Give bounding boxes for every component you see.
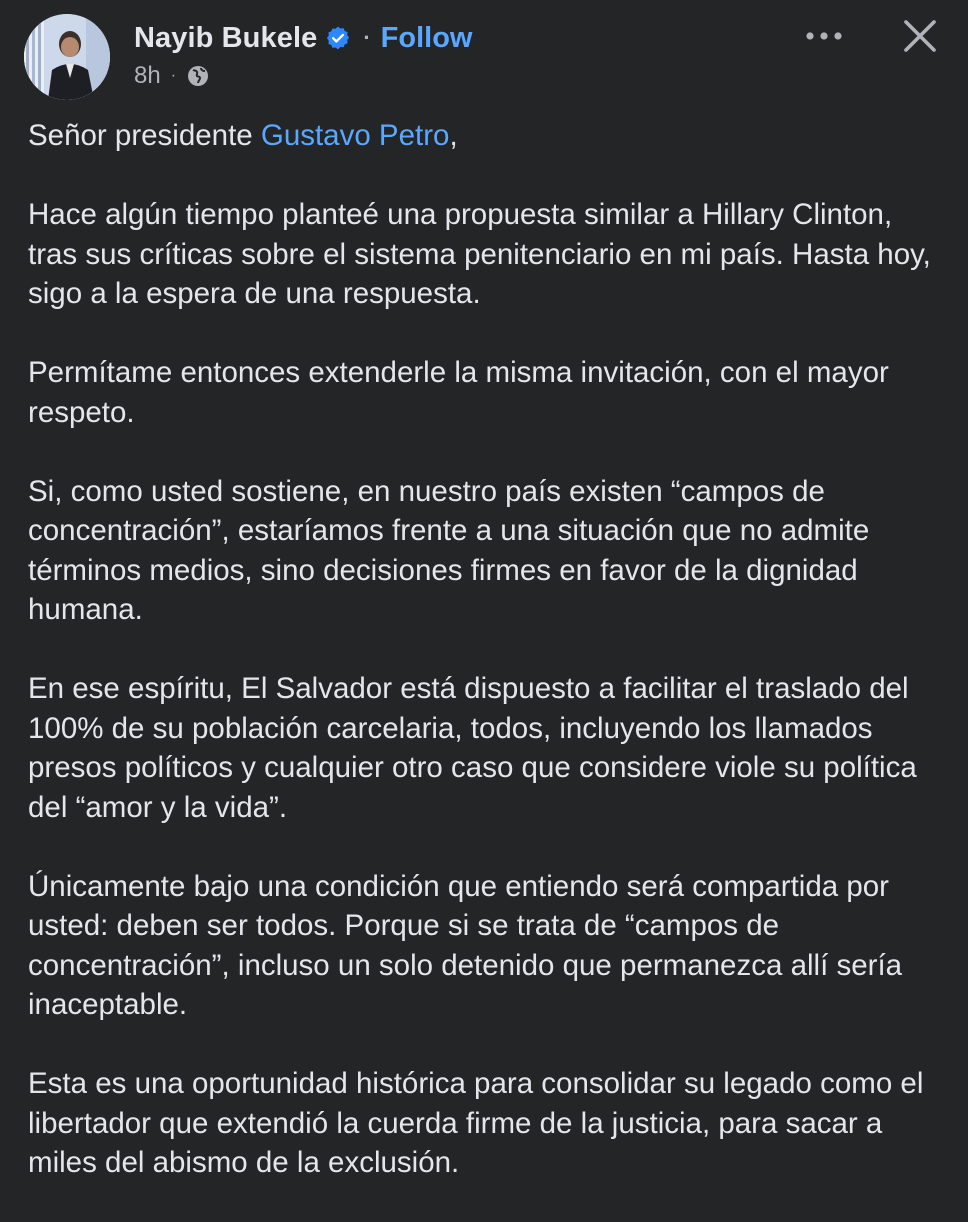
post-paragraph: En ese espíritu, El Salvador está dispuesto a facilitar el traslado del 100% de su población carcelaria, todos, incluyendo los llamados presos políticos y cualquier otro caso que considere viole su política del “amor y la vida”. [28,672,917,824]
follow-button[interactable]: Follow [380,21,473,54]
post-paragraph: Hace algún tiempo planteé una propuesta similar a Hillary Clinton, tras sus críticas sobre el sistema penitenciario en mi país. Hasta hoy, sigo a la espera de una respuesta. [28,198,931,310]
post-greeting [28,116,948,156]
post-paragraph: Si, como usted sostiene, en nuestro país existen “campos de concentración”, estaríamos frente a una situación que no admite términos medios, sino decisiones firmes en favor de la dignidad humana. [28,474,870,626]
close-icon[interactable] [896,12,944,60]
author-name[interactable]: Nayib Bukele [134,21,318,54]
post-paragraph: Permítame entonces extenderle la misma invitación, con el mayor respeto. [28,356,889,429]
post-timestamp[interactable]: 8h [134,62,161,89]
globe-icon [186,64,210,88]
post-header [0,0,968,110]
post-body [28,116,948,1222]
avatar-image [24,14,110,100]
post-paragraph: Únicamente bajo una condición que entiendo será compartida por usted: deben ser todos. Porque si se trata de “campos de concentración”, incluso un solo detenido que permanezca allí sería inaceptable. [28,869,903,1021]
greeting-prefix: Señor presidente [28,119,261,152]
author-avatar[interactable] [24,14,110,100]
post-meta [134,60,210,92]
post-paragraph: Esta es una oportunidad histórica para consolidar su legado como el libertador que extendió la cuerda firme de la justicia, para sacar a miles del abismo de la exclusión. [28,1067,924,1179]
name-separator: · [363,25,371,50]
greeting-suffix: , [449,119,458,152]
meta-separator: · [170,67,177,84]
author-row [134,18,472,58]
mention-link[interactable]: Gustavo Petro [260,119,450,152]
verified-badge-icon [325,25,351,51]
more-options-icon[interactable] [800,20,848,52]
